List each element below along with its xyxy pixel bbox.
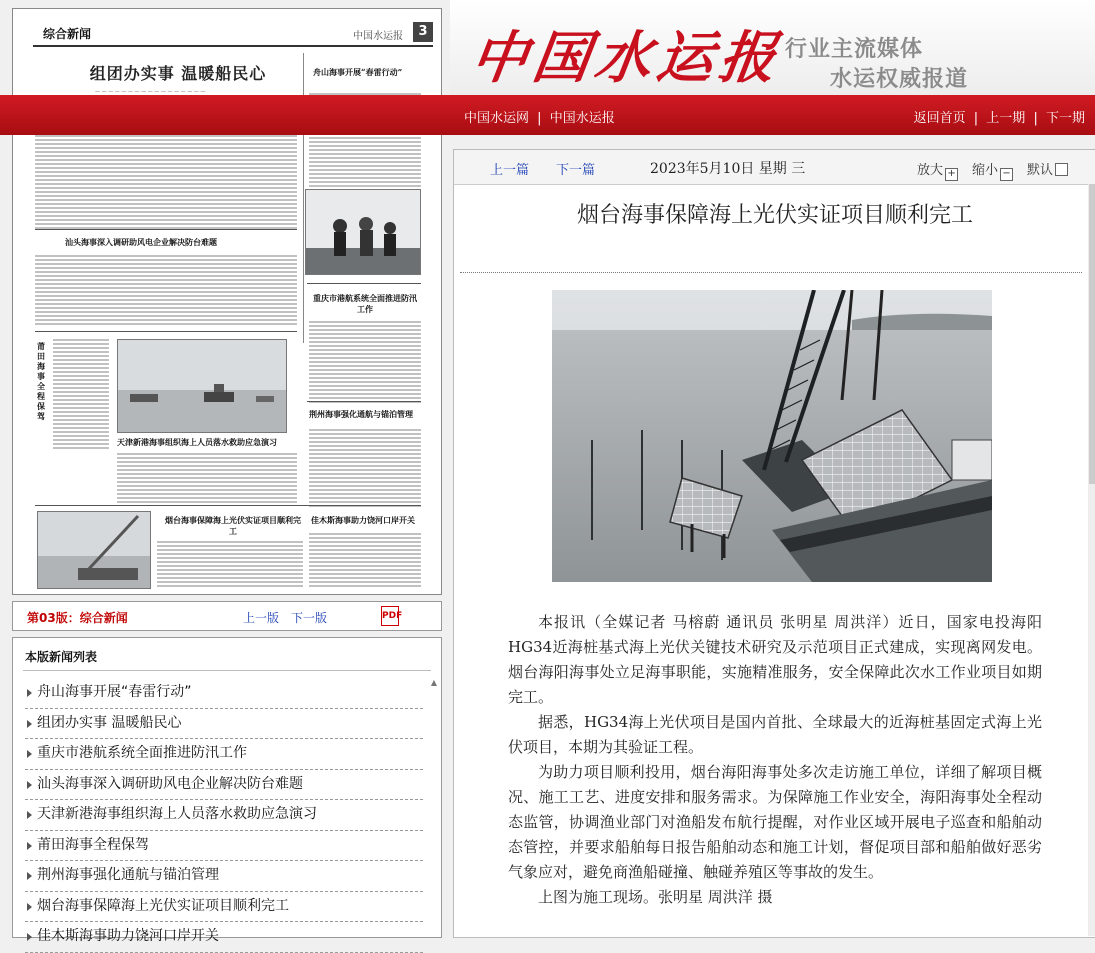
left-panel — [0, 0, 450, 944]
prev-issue-link[interactable]: 上一期 — [986, 111, 1026, 126]
edition-bar — [12, 601, 442, 631]
headline-shantou[interactable]: 汕头海事深入调研助风电企业解决防台难题 — [65, 237, 217, 247]
article-panel — [453, 149, 1095, 938]
divider — [23, 670, 431, 671]
nav-separator: | — [537, 111, 542, 126]
article-photo[interactable] — [552, 290, 992, 582]
story-text-block — [117, 453, 297, 505]
news-list-item[interactable]: 天津新港海事组织海上人员落水救助应急演习 — [25, 800, 423, 831]
story-text-block — [309, 533, 421, 587]
zoom-in-button[interactable] — [917, 159, 958, 181]
story-text-block — [309, 429, 421, 507]
news-list-item[interactable]: 佳木斯海事助力饶河口岸开关 — [25, 922, 423, 953]
issue-nav — [914, 107, 1085, 126]
default-size-button[interactable] — [1027, 159, 1068, 178]
story-text-block — [157, 541, 303, 587]
article-toolbar — [454, 150, 1095, 185]
rule — [307, 283, 421, 284]
headline-chongqing[interactable]: 重庆市港航系统全面推进防汛工作 — [313, 293, 417, 314]
headline-zhoushan[interactable]: 舟山海事开展“春雷行动” — [313, 67, 403, 77]
default-size-label: 默认 — [1027, 163, 1054, 178]
top-nav-bar — [0, 95, 1095, 135]
nav-link-paper[interactable]: 中国水运报 — [549, 111, 615, 126]
story-text-block — [35, 255, 297, 327]
rule — [35, 229, 297, 230]
next-article-link[interactable]: 下一篇 — [556, 163, 596, 178]
slogan-line2: 水运权威报道 — [830, 67, 969, 92]
rule — [307, 401, 421, 402]
main-headline[interactable]: 组团办实事 温暖船民心 — [89, 64, 267, 83]
site-logo[interactable]: 中国水运报 — [466, 25, 787, 91]
rule — [35, 505, 421, 506]
story-text-block — [309, 321, 421, 403]
headline-jingzhou[interactable]: 荆州海事强化通航与锚泊管理 — [309, 409, 413, 419]
prev-article-link[interactable]: 上一篇 — [490, 163, 530, 178]
issue-date: 2023年5月10日 星期 三 — [650, 161, 806, 177]
headline-jiamusi[interactable]: 佳木斯海事助力饶河口岸开关 — [311, 515, 415, 525]
edition-label: 第03版：综合新闻 — [27, 611, 128, 625]
story-text-block — [53, 339, 109, 451]
news-list-panel — [12, 637, 442, 944]
news-list-title: 本版新闻列表 — [25, 650, 98, 664]
slogan-line1: 行业主流媒体 — [785, 37, 924, 62]
news-list-item[interactable]: 荆州海事强化通航与锚泊管理 — [25, 861, 423, 892]
photo-caption: 上图为施工现场。张明星 周洪洋 摄 — [538, 888, 773, 906]
title-divider — [460, 272, 1082, 273]
article-paragraph: 据悉，HG34海上光伏项目是国内首批、全球最大的近海桩基固定式海上光伏项目，本期为其验证工程。 — [508, 713, 1042, 756]
site-links — [464, 107, 615, 126]
headline-putian[interactable]: 莆田海事全程保驾 — [37, 341, 45, 421]
photo-solar-thumb[interactable] — [37, 511, 151, 589]
zoom-out-button[interactable] — [972, 159, 1013, 181]
article-title: 烟台海事保障海上光伏实证项目顺利完工 — [576, 203, 973, 228]
nav-link-site[interactable]: 中国水运网 — [464, 111, 530, 126]
news-list-item[interactable]: 舟山海事开展“春雷行动” — [25, 678, 423, 709]
article-paragraph: 为助力项目顺利投用，烟台海阳海事处多次走访施工单位，详细了解项目概况、施工工艺、进度安排和服务需求。为保障施工作业安全，海阳海事处全程动态监管，协调渔业部门对渔船发布航行提醒，对作业区域开展电子巡查和船舶动态管控，并要求船舶每日报告船舶动态和施工计划，督促项目部和船舶做好恶劣气象应对，避免商渔船碰撞、触碰养殖区等事故的发生。 — [508, 763, 1042, 881]
home-link[interactable]: 返回首页 — [913, 111, 966, 126]
scrollbar[interactable] — [1088, 184, 1095, 936]
masthead — [450, 0, 1095, 100]
page-section-name: 综合新闻 — [43, 27, 92, 41]
news-list-item[interactable]: 组团办实事 温暖船民心 — [25, 709, 423, 740]
nav-separator: | — [973, 111, 979, 126]
scroll-up-icon[interactable]: ▲ — [430, 678, 437, 687]
news-list-item[interactable]: 汕头海事深入调研助风电企业解决防台难题 — [25, 770, 423, 801]
zoom-in-label: 放大 — [917, 163, 944, 178]
page-logo: 中国水运报 — [353, 31, 403, 42]
next-issue-link[interactable]: 下一期 — [1045, 111, 1085, 126]
pdf-icon[interactable]: PDF — [381, 606, 399, 626]
photo-workers[interactable] — [305, 189, 421, 275]
news-list-item[interactable]: 烟台海事保障海上光伏实证项目顺利完工 — [25, 892, 423, 923]
rule — [35, 331, 297, 332]
scrollbar-thumb[interactable] — [1089, 184, 1095, 484]
checkbox-icon — [1055, 163, 1068, 176]
headline-tianjin[interactable]: 天津新港海事组织海上人员落水救助应急演习 — [117, 437, 277, 447]
news-list-item[interactable]: 莆田海事全程保驾 — [25, 831, 423, 862]
nav-separator: | — [1033, 111, 1038, 126]
photo-harbor-drill[interactable] — [117, 339, 287, 433]
zoom-out-label: 缩小 — [972, 163, 999, 178]
page-header — [33, 23, 433, 47]
next-page-link[interactable]: 下一版 — [291, 611, 328, 625]
headline-yantai[interactable]: 烟台海事保障海上光伏实证项目顺利完工 — [165, 515, 301, 536]
zoom-in-icon: + — [945, 168, 958, 181]
page-number: 3 — [413, 22, 433, 42]
zoom-out-icon: − — [1000, 168, 1013, 181]
prev-page-link[interactable]: 上一版 — [243, 611, 280, 625]
article-body — [508, 610, 1042, 910]
main-byline: — — — — — — — — — — — — — — — — — — [95, 89, 206, 95]
news-list — [25, 678, 423, 953]
news-list-item[interactable]: 重庆市港航系统全面推进防汛工作 — [25, 739, 423, 770]
article-paragraph: 本报讯（全媒记者 马榕蔚 通讯员 张明星 周洪洋）近日，国家电投海阳HG34近海桩基式海上光伏关键技术研究及示范项目正式建成，实现离网发电。烟台海阳海事处立足海事职能，实施精准服务，安全保障此次水工作业项目如期完工。 — [508, 613, 1042, 706]
